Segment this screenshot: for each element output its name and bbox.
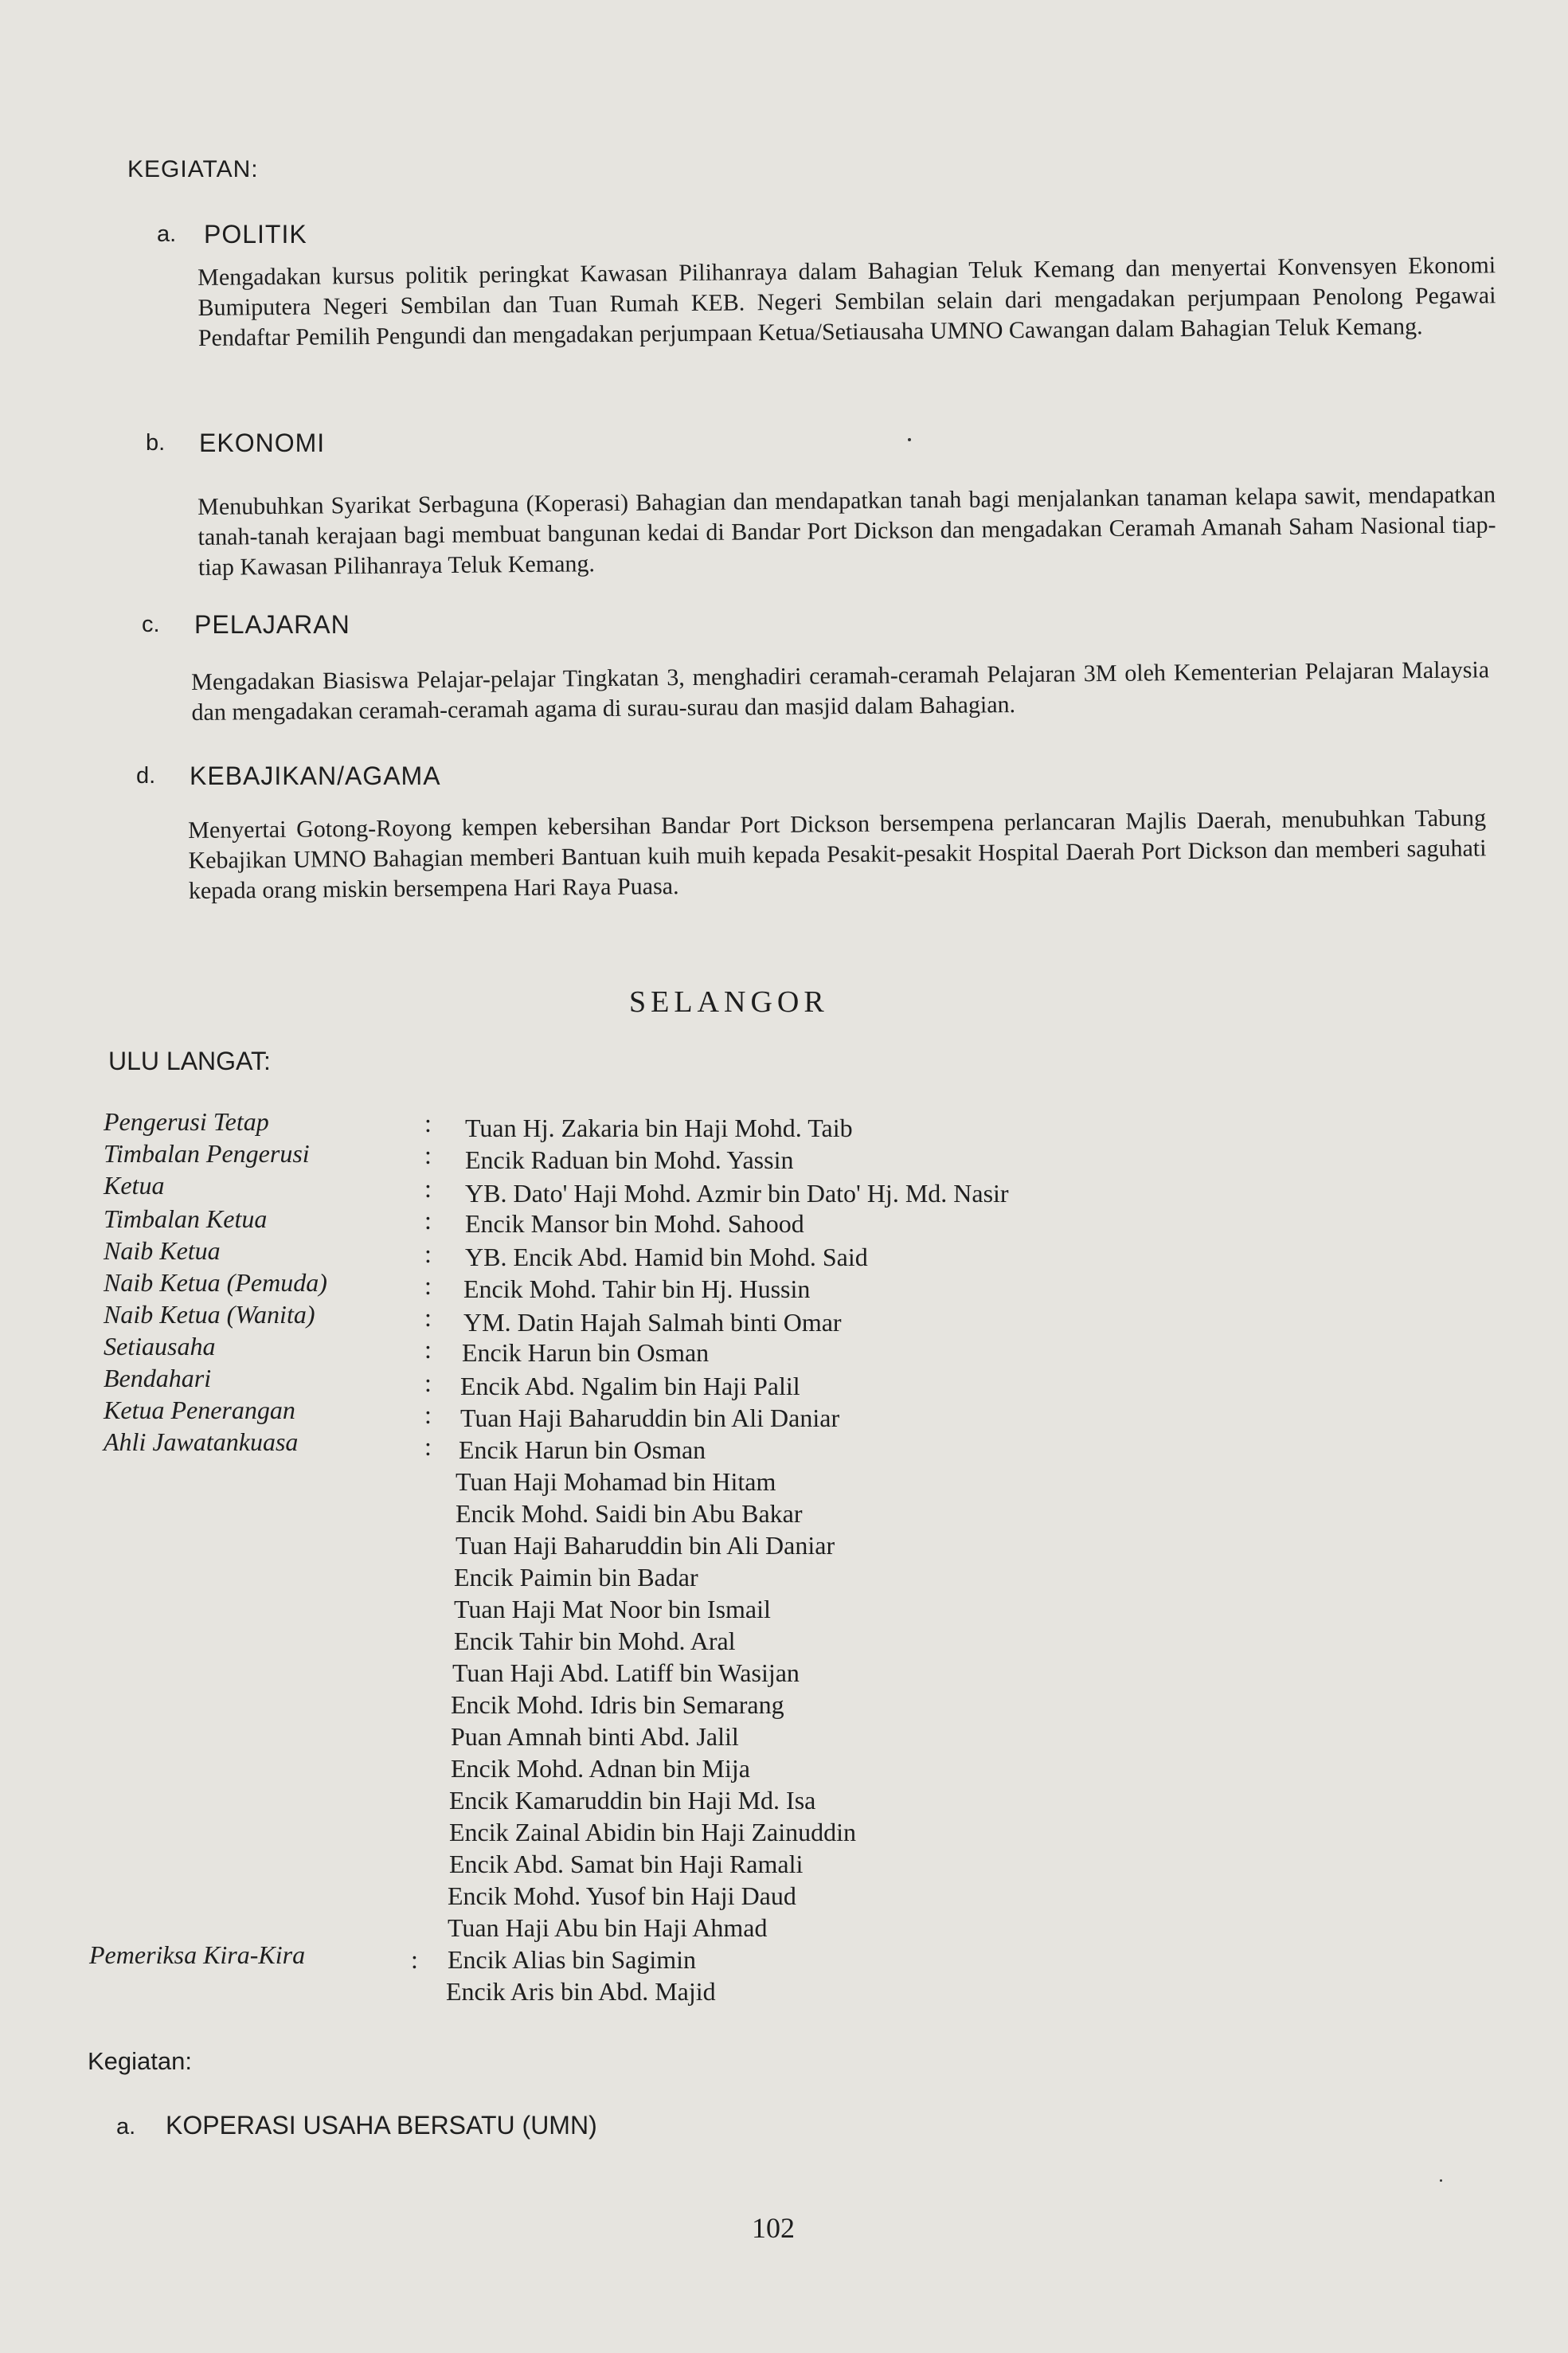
member-setiausaha: Encik Harun bin Osman <box>462 1338 710 1367</box>
ajk-member: Encik Mohd. Yusof bin Haji Daud <box>448 1881 796 1910</box>
ajk-member: Tuan Haji Baharuddin bin Ali Daniar <box>456 1531 835 1560</box>
role-bendahari: Bendahari <box>104 1364 212 1392</box>
page-number: 102 <box>752 2212 795 2244</box>
member-ahli-jawatankuasa: Encik Harun bin Osman <box>459 1435 706 1464</box>
section-title-pelajaran: PELAJARAN <box>194 610 350 639</box>
division-title: ULU LANGAT: <box>108 1047 271 1075</box>
ajk-member: Tuan Haji Mat Noor bin Ismail <box>454 1595 771 1623</box>
role-ketua-penerangan: Ketua Penerangan <box>104 1396 295 1424</box>
ajk-member: Encik Mohd. Saidi bin Abu Bakar <box>456 1499 803 1528</box>
auditor-member: Encik Alias bin Sagimin <box>448 1945 696 1974</box>
section-letter-d: d. <box>136 763 156 789</box>
section-text-kebajikan: Menyertai Gotong-Royong kempen kebersihan Bandar Port Dickson bersempena perlancaran Majlis Daerah, menubuhkan Tabung Kebajikan UMNO Bahagian memberi Bantuan kuih muih kepada Pesakit-pesakit Hospital Daerah Port Dickson dan memberi saguhati kepada orang miskin bersempena Hari Raya Puasa. <box>188 805 1487 904</box>
member-naib-ketua-wanita: YM. Datin Hajah Salmah binti Omar <box>463 1308 842 1337</box>
section-text-ekonomi: Menubuhkan Syarikat Serbaguna (Koperasi) Bahagian dan mendapatkan tanah bagi menjalankan tanaman kelapa sawit, mendapatkan tanah-tanah kerajaan bagi membuat bangunan kedai di Bandar Port Dickson dan mengadakan Ceramah Amanah Saham Nasional tiap-tiap Kawasan Pilihanraya Teluk Kemang. <box>197 481 1496 581</box>
member-ketua: YB. Dato' Haji Mohd. Azmir bin Dato' Hj. Md. Nasir <box>465 1179 1009 1208</box>
member-timbalan-pengerusi: Encik Raduan bin Mohd. Yassin <box>465 1145 794 1174</box>
ink-speck <box>908 438 911 441</box>
member-naib-ketua-pemuda: Encik Mohd. Tahir bin Hj. Hussin <box>463 1274 811 1303</box>
ajk-member: Encik Zainal Abidin bin Haji Zainuddin <box>449 1818 857 1846</box>
colon-sep: : <box>411 1945 418 1974</box>
colon-sep: : <box>424 1303 432 1332</box>
ajk-member: Tuan Haji Abu bin Haji Ahmad <box>448 1913 768 1942</box>
section-text-pelajaran: Mengadakan Biasiswa Pelajar-pelajar Tingkatan 3, menghadiri ceramah-ceramah Pelajaran 3M oleh Kementerian Pelajaran Malaysia dan mengadakan ceramah-ceramah agama di surau-surau dan masjid dalam Bahagian. <box>191 656 1490 726</box>
colon-sep: : <box>424 1174 432 1203</box>
ajk-member: Tuan Haji Mohamad bin Hitam <box>456 1467 776 1496</box>
colon-sep: : <box>424 1206 432 1235</box>
activity-title-koperasi: KOPERASI USAHA BERSATU (UMN) <box>166 2111 597 2140</box>
activities-heading: Kegiatan: <box>88 2047 192 2075</box>
section-letter-c: c. <box>142 612 160 637</box>
state-title: SELANGOR <box>629 985 829 1019</box>
section-text-politik: Mengadakan kursus politik peringkat Kawasan Pilihanraya dalam Bahagian Teluk Kemang dan menyertai Konvensyen Ekonomi Bumiputera Negeri Sembilan dan Tuan Rumah KEB. Negeri Sembilan selain dari mengadakan perjumpaan Penolong Pegawai Pendaftar Pemilih Pengundi dan mengadakan perjumpaan Ketua/Setiausaha UMNO Cawangan dalam Bahagian Teluk Kemang. <box>197 252 1496 351</box>
colon-sep: : <box>424 1432 432 1461</box>
member-bendahari: Encik Abd. Ngalim bin Haji Palil <box>460 1372 800 1400</box>
colon-sep: : <box>424 1141 432 1169</box>
ajk-member: Tuan Haji Abd. Latiff bin Wasijan <box>452 1658 800 1687</box>
role-setiausaha: Setiausaha <box>104 1332 216 1361</box>
ajk-member: Encik Tahir bin Mohd. Aral <box>454 1627 736 1655</box>
role-pemeriksa-kira-kira: Pemeriksa Kira-Kira <box>89 1940 306 1969</box>
section-title-ekonomi: EKONOMI <box>199 429 326 457</box>
ajk-member: Encik Mohd. Adnan bin Mija <box>451 1754 750 1783</box>
activity-letter-a: a. <box>116 2114 136 2140</box>
colon-sep: : <box>424 1239 432 1268</box>
role-ahli-jawatankuasa: Ahli Jawatankuasa <box>104 1427 299 1456</box>
section-letter-b: b. <box>146 430 166 456</box>
member-pengerusi-tetap: Tuan Hj. Zakaria bin Haji Mohd. Taib <box>465 1114 853 1142</box>
ajk-member: Encik Mohd. Idris bin Semarang <box>451 1690 784 1719</box>
auditor-member: Encik Aris bin Abd. Majid <box>446 1977 716 2006</box>
member-naib-ketua: YB. Encik Abd. Hamid bin Mohd. Said <box>465 1243 868 1271</box>
colon-sep: : <box>424 1271 432 1300</box>
colon-sep: : <box>424 1400 432 1429</box>
ink-speck <box>1440 2179 1442 2182</box>
role-naib-ketua: Naib Ketua <box>104 1236 221 1265</box>
colon-sep: : <box>424 1335 432 1364</box>
colon-sep: : <box>424 1368 432 1397</box>
role-timbalan-ketua: Timbalan Ketua <box>104 1204 268 1233</box>
ajk-member: Encik Kamaruddin bin Haji Md. Isa <box>449 1786 816 1815</box>
section-letter-a: a. <box>157 221 177 247</box>
ajk-member: Puan Amnah binti Abd. Jalil <box>451 1722 739 1751</box>
member-timbalan-ketua: Encik Mansor bin Mohd. Sahood <box>465 1209 804 1238</box>
ajk-member: Encik Paimin bin Badar <box>454 1563 698 1592</box>
section-title-kebajikan: KEBAJIKAN/AGAMA <box>190 761 441 790</box>
member-ketua-penerangan: Tuan Haji Baharuddin bin Ali Daniar <box>460 1404 840 1432</box>
kegiatan-heading: KEGIATAN: <box>127 156 259 182</box>
role-ketua: Ketua <box>104 1171 165 1200</box>
role-naib-ketua-pemuda: Naib Ketua (Pemuda) <box>104 1268 327 1297</box>
section-title-politik: POLITIK <box>204 220 307 249</box>
ajk-member: Encik Abd. Samat bin Haji Ramali <box>449 1850 804 1878</box>
role-pengerusi-tetap: Pengerusi Tetap <box>104 1107 269 1136</box>
role-timbalan-pengerusi: Timbalan Pengerusi <box>104 1139 310 1168</box>
role-naib-ketua-wanita: Naib Ketua (Wanita) <box>104 1300 315 1329</box>
colon-sep: : <box>424 1109 432 1137</box>
